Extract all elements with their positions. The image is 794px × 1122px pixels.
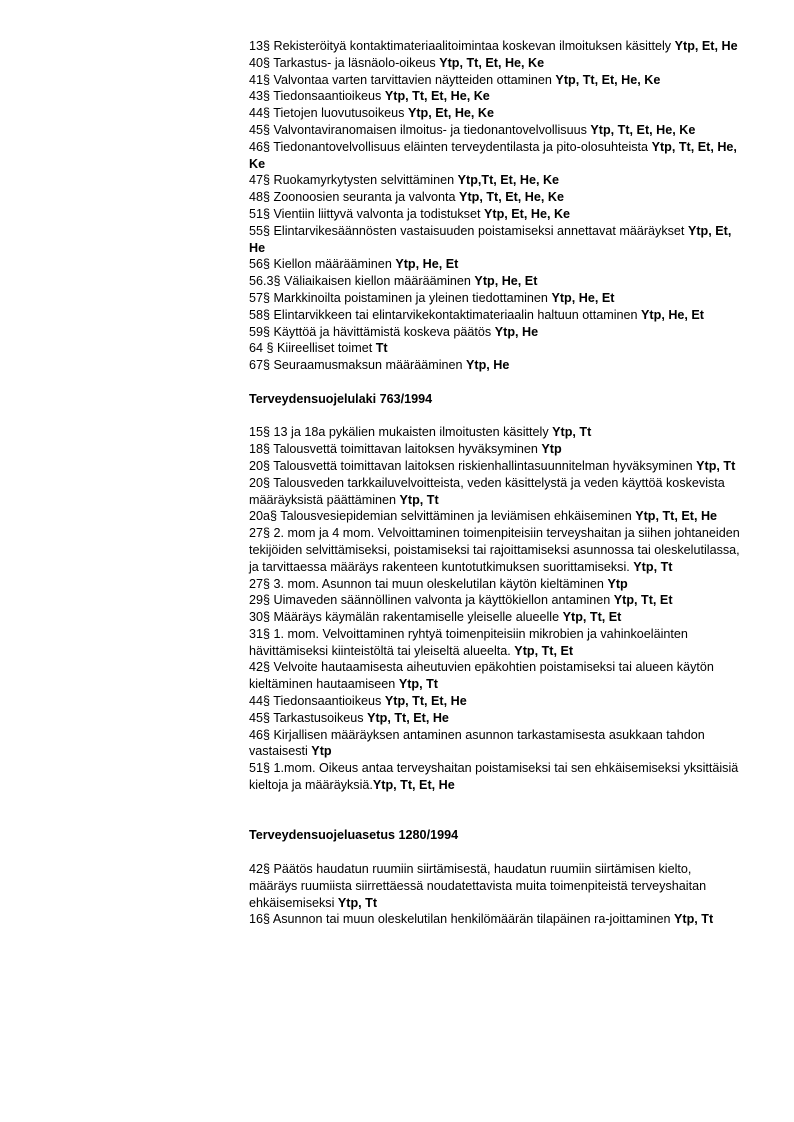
- authority-list: Ytp,Tt, Et, He, Ke: [457, 173, 560, 188]
- authority-list: Ytp, Tt, Et: [514, 643, 574, 658]
- authority-list: Ytp, Tt, Et: [562, 610, 622, 625]
- section-entry: 48§ Zoonoosien seuranta ja valvonta Ytp, Tt, Et, He, Ke: [249, 190, 565, 205]
- section-entry: 64 § Kiireelliset toimet Tt: [249, 341, 388, 356]
- section-entry: 46§ Kirjallisen määräyksen antaminen asunnon tarkastamisesta asukkaan tahdon vastaisesti Ytp: [249, 727, 705, 759]
- authority-list: Ytp, Tt, Et, He: [367, 710, 449, 725]
- authority-list: Ytp: [311, 744, 332, 759]
- authority-list: Ytp, Tt, Et, He, Ke: [555, 72, 661, 87]
- section-entry: 30§ Määräys käymälän rakentamiselle yleiselle alueelle Ytp, Tt, Et: [249, 610, 622, 625]
- authority-list: Ytp: [541, 442, 562, 457]
- authority-list: Ytp, Et, He, Ke: [483, 206, 571, 221]
- section-entry: 20§ Talousvettä toimittavan laitoksen riskienhallintasuunnitelman hyväksyminen Ytp, Tt: [249, 458, 736, 473]
- authority-list: Ytp, Et, He: [249, 223, 732, 255]
- authority-list: Ytp, Tt, Et, He, Ke: [590, 122, 696, 137]
- authority-list: Ytp, Tt, Et: [613, 593, 673, 608]
- section-entry: 15§ 13 ja 18a pykälien mukaisten ilmoitusten käsittely Ytp, Tt: [249, 425, 592, 440]
- section-entry: 51§ Vientiin liittyvä valvonta ja todistukset Ytp, Et, He, Ke: [249, 206, 571, 221]
- section-entry: 40§ Tarkastus- ja läsnäolo-oikeus Ytp, Tt, Et, He, Ke: [249, 55, 545, 70]
- authority-list: Ytp, Tt: [337, 895, 378, 910]
- authority-list: Ytp: [607, 576, 628, 591]
- spacer: [249, 844, 741, 861]
- spacer: [249, 408, 741, 425]
- section-heading: Terveydensuojelulaki 763/1994: [249, 391, 433, 406]
- authority-list: Ytp, Tt, Et, He: [384, 694, 467, 709]
- section-entry: 46§ Tiedonantovelvollisuus eläinten terveydentilasta ja pito-olosuhteista Ytp, Tt, Et, He, Ke: [249, 139, 737, 171]
- section-entry: 18§ Talousvettä toimittavan laitoksen hyväksyminen Ytp: [249, 442, 562, 457]
- authority-list: Ytp, He: [494, 324, 539, 339]
- authority-list: Ytp, Tt, Et, He: [635, 509, 718, 524]
- section-entry: 29§ Uimaveden säännöllinen valvonta ja käyttökiellon antaminen Ytp, Tt, Et: [249, 593, 673, 608]
- authority-list: Ytp, Tt, Et, He, Ke: [249, 139, 737, 171]
- section-entry: 44§ Tietojen luovutusoikeus Ytp, Et, He, Ke: [249, 106, 495, 121]
- authority-list: Ytp, He: [466, 358, 510, 373]
- authority-list: Ytp, Tt: [399, 492, 439, 507]
- section-entry: 20§ Talousveden tarkkailuvelvoitteista, veden käsittelystä ja veden käyttöä koskevista määräyksistä päättäminen Ytp, Tt: [249, 475, 725, 507]
- authority-list: Ytp, He, Et: [395, 257, 459, 272]
- authority-list: Ytp, Tt, Et, He, Ke: [459, 190, 565, 205]
- authority-list: Ytp, Tt: [633, 559, 673, 574]
- section-entry: 47§ Ruokamyrkytysten selvittäminen Ytp,Tt, Et, He, Ke: [249, 173, 560, 188]
- authority-list: Ytp, Tt: [696, 458, 736, 473]
- section-entry: 27§ 2. mom ja 4 mom. Velvoittaminen toimenpiteisiin terveyshaitan ja siihen johtaneiden tekijöiden selvittämiseksi, poistamiseksi tai rajoittamiseksi asunnossa tai oleskelutilassa, ja tarvittaessa määräys rakenteen kuntotutkimuksen suorittamiseksi. Ytp, Tt: [249, 526, 740, 574]
- section-entry: 44§ Tiedonsaantioikeus Ytp, Tt, Et, He: [249, 694, 467, 709]
- section-entry: 43§ Tiedonsaantioikeus Ytp, Tt, Et, He, Ke: [249, 89, 490, 104]
- health-protection-decree-section: [249, 827, 741, 928]
- authority-list: Ytp, Et, He: [674, 39, 738, 53]
- health-protection-act-section: [249, 391, 741, 794]
- section-entry: 57§ Markkinoilta poistaminen ja yleinen tiedottaminen Ytp, He, Et: [249, 290, 615, 305]
- authority-list: Ytp, Tt: [673, 912, 714, 927]
- spacer: [249, 794, 741, 828]
- authority-list: Tt: [375, 341, 388, 356]
- section-entry: 16§ Asunnon tai muun oleskelutilan henkilömäärän tilapäinen ra-joittaminen Ytp, Tt: [249, 912, 714, 927]
- spacer: [249, 374, 741, 391]
- section-entry: 51§ 1.mom. Oikeus antaa terveyshaitan poistamiseksi tai sen ehkäisemiseksi yksittäisiä kieltoja ja määräyksiä.Ytp, Tt, Et, He: [249, 761, 739, 793]
- authority-list: Ytp, Et, He, Ke: [407, 106, 495, 121]
- section-entry: 42§ Velvoite hautaamisesta aiheutuvien epäkohtien poistamiseksi tai alueen käytön kieltäminen hautaamiseen Ytp, Tt: [249, 660, 714, 692]
- section-entry: 58§ Elintarvikkeen tai elintarvikekontaktimateriaalin haltuun ottaminen Ytp, He, Et: [249, 307, 705, 322]
- section-entry: 55§ Elintarvikesäännösten vastaisuuden poistamiseksi annettavat määräykset Ytp, Et, He: [249, 223, 732, 255]
- section-entry: 31§ 1. mom. Velvoittaminen ryhtyä toimenpiteisiin mikrobien ja vahinkoeläinten hävittämiseksi kiinteistöltä tai yleiseltä alueelta. Ytp, Tt, Et: [249, 626, 688, 658]
- section-entry: 67§ Seuraamusmaksun määrääminen Ytp, He: [249, 358, 510, 373]
- authority-list: Ytp, Tt, Et, He, Ke: [439, 55, 545, 70]
- section-entry: 45§ Tarkastusoikeus Ytp, Tt, Et, He: [249, 710, 449, 725]
- section-entry: 45§ Valvontaviranomaisen ilmoitus- ja tiedonantovelvollisuus Ytp, Tt, Et, He, Ke: [249, 122, 696, 137]
- section-entry: 27§ 3. mom. Asunnon tai muun oleskelutilan käytön kieltäminen Ytp: [249, 576, 628, 591]
- authority-list: Ytp, Tt: [398, 677, 438, 692]
- section-entry: 56.3§ Väliaikaisen kiellon määrääminen Ytp, He, Et: [249, 274, 538, 289]
- authority-list: Ytp, He, Et: [474, 274, 538, 289]
- section-heading: Terveydensuojeluasetus 1280/1994: [249, 828, 459, 843]
- section-entry: 56§ Kiellon määrääminen Ytp, He, Et: [249, 257, 459, 272]
- authority-list: Ytp, Tt, Et, He: [372, 778, 455, 793]
- section-entry: 20a§ Talousvesiepidemian selvittäminen ja leviämisen ehkäiseminen Ytp, Tt, Et, He: [249, 509, 718, 524]
- authority-list: Ytp, Tt: [552, 425, 592, 440]
- section-entry: 13§ Rekisteröityä kontaktimateriaalitoimintaa koskevan ilmoituksen käsittely Ytp, Et, He: [249, 39, 738, 53]
- food-law-section: [249, 38, 741, 374]
- authority-list: Ytp, He, Et: [641, 307, 705, 322]
- section-entry: 59§ Käyttöä ja hävittämistä koskeva päätös Ytp, He: [249, 324, 539, 339]
- authority-list: Ytp, He, Et: [551, 290, 615, 305]
- section-entry: 42§ Päätös haudatun ruumiin siirtämisestä, haudatun ruumiin siirtämisen kielto, määräys ruumiista siirrettäessä noudatettavista muita toimenpiteistä terveyshaitan ehkäisemiseksi Ytp, Tt: [249, 862, 707, 910]
- section-entry: 41§ Valvontaa varten tarvittavien näytteiden ottaminen Ytp, Tt, Et, He, Ke: [249, 72, 661, 87]
- document-page: [249, 38, 741, 928]
- authority-list: Ytp, Tt, Et, He, Ke: [384, 89, 490, 104]
